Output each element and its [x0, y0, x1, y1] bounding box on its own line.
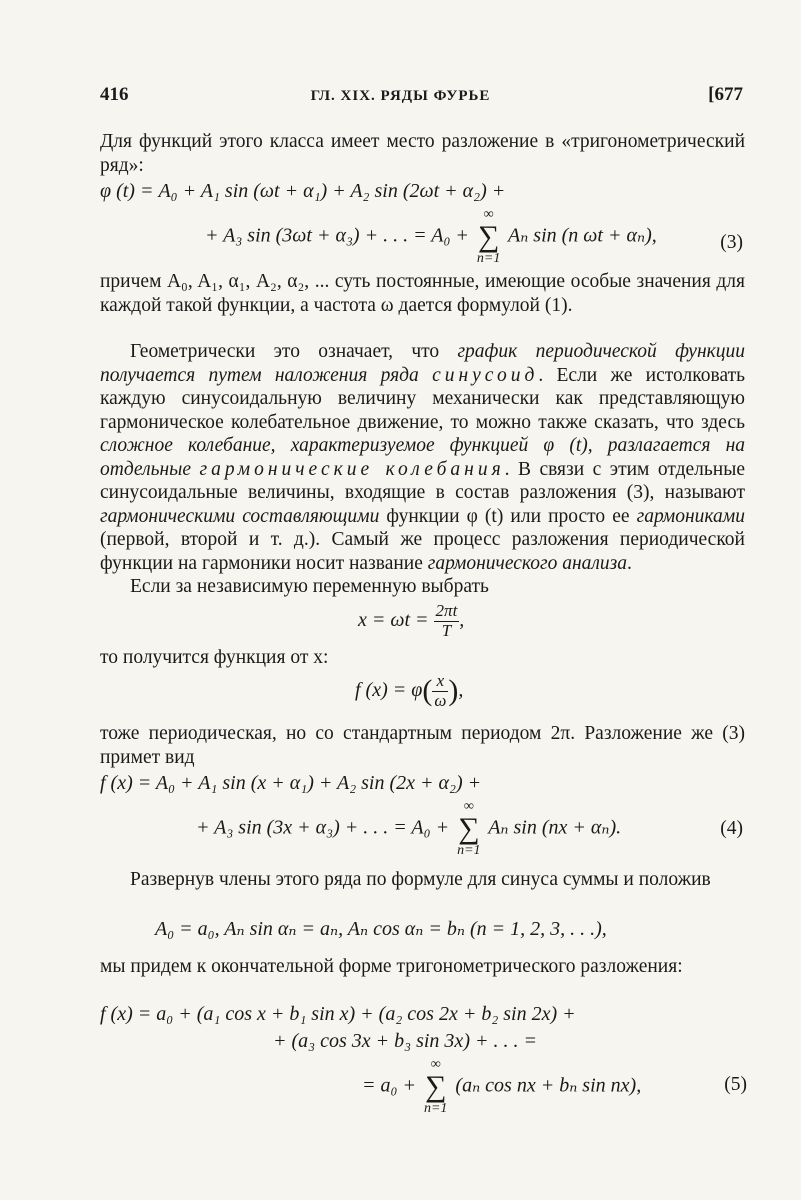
sum-symbol	[424, 1058, 447, 1116]
equation-3-line-2	[205, 208, 657, 266]
text-span: . В связи с этим отдельные синусоидальные величины, входящие в состав разложения (3), называют	[100, 458, 745, 503]
equation-4-number: (4)	[720, 818, 743, 839]
italic-span: гармониками	[636, 505, 745, 527]
sum-upper-limit: ∞	[430, 1057, 441, 1072]
fraction-numerator: x	[432, 672, 448, 692]
sum-lower-limit: n=1	[476, 251, 501, 266]
sum-lower-limit: n=1	[423, 1101, 448, 1116]
italic-span: сложное колебание, характеризуемое функцией φ (t), разлагается на отдельные	[100, 435, 745, 480]
fraction-numerator: 2πt	[435, 601, 458, 620]
equation-5-rhs: (aₙ cos nx + bₙ sin nx),	[455, 1074, 642, 1097]
italic-span: гармонического анализа	[427, 552, 628, 574]
sum-upper-limit: ∞	[463, 799, 474, 814]
equation-4-lhs: + A₃ sin (3x + α₃) + . . . = A₀ +	[196, 816, 450, 839]
fraction-denominator: T	[441, 620, 452, 640]
italic-span: гармоническими составляющими	[100, 505, 380, 527]
paragraph-standard-period: тоже периодическая, но со стандартным периодом 2π. Разложение же (3) примет вид	[100, 723, 745, 768]
sigma-icon: ∑	[477, 220, 500, 253]
paragraph-geometric	[100, 340, 745, 575]
sigma-icon: ∑	[424, 1070, 447, 1103]
equation-4-line-1: f (x) = A₀ + A₁ sin (x + α₁) + A₂ sin (2x + α₂) +	[100, 772, 482, 794]
equation-3-rhs: Aₙ sin (n ωt + αₙ),	[507, 224, 657, 247]
equation-5-lhs: = a₀ +	[362, 1074, 416, 1097]
paragraph-expand: Развернув члены этого ряда по формуле для синуса суммы и положив	[130, 869, 711, 890]
equation-4-line-2	[196, 800, 621, 858]
punctuation: ,	[458, 678, 464, 701]
paragraph-constants: причем A₀, A₁, α₁, A₂, α₂, ... суть постоянные, имеющие особые значения для каждой такой функции, а частота ω дается формулой (1).	[100, 271, 745, 316]
text-span: (первой, второй и т. д.). Самый же процесс разложения периодической функции на гармоники носит название	[100, 529, 745, 574]
text-span: Геометрически это означает, что	[130, 341, 458, 362]
equation-coefficients: A₀ = a₀, Aₙ sin αₙ = aₙ, Aₙ cos αₙ = bₙ (n = 1, 2, 3, . . .),	[155, 918, 607, 940]
sum-upper-limit: ∞	[483, 207, 494, 222]
equation-x	[358, 602, 464, 640]
equation-4-rhs: Aₙ sin (nx + αₙ).	[488, 816, 622, 839]
text-span: . Если же истолковать каждую синусоидальную величину механически как представляющую гармоническое колебательное движение, то можно также сказать, что здесь	[100, 364, 746, 433]
equation-5-number: (5)	[724, 1074, 747, 1095]
equation-3-number: (3)	[720, 232, 743, 253]
text-span: .	[627, 552, 632, 574]
paragraph-intro: Для функций этого класса имеет место разложение в «тригонометрический ряд»:	[100, 131, 745, 176]
sum-symbol	[457, 800, 480, 858]
paragraph-final-form: мы придем к окончательной форме тригонометрического разложения:	[100, 956, 683, 977]
spaced-italic-span: гармонические колебания	[199, 458, 505, 480]
equation-3-line-1: φ (t) = A₀ + A₁ sin (ωt + α₁) + A₂ sin (2ωt + α₂) +	[100, 180, 506, 202]
equation-3-lhs: + A₃ sin (3ωt + α₃) + . . . = A₀ +	[205, 224, 469, 247]
page-number: 416	[100, 84, 129, 105]
fraction	[434, 602, 460, 640]
spaced-italic-span: синусоид	[432, 364, 539, 386]
equation-5-line-1: f (x) = a₀ + (a₁ cos x + b₁ sin x) + (a₂ cos 2x + b₂ sin 2x) +	[100, 1003, 576, 1025]
sum-symbol	[477, 208, 500, 266]
punctuation: ,	[459, 608, 465, 631]
paragraph-substitution: Если за независимую переменную выбрать	[130, 576, 489, 597]
equation-5-line-2: + (a₃ cos 3x + b₃ sin 3x) + . . . =	[273, 1030, 537, 1052]
fraction	[432, 672, 448, 710]
paragraph-function-of-x: то получится функция от x:	[100, 647, 329, 668]
sigma-icon: ∑	[458, 812, 480, 845]
equation-x-lhs: x = ωt =	[358, 608, 429, 631]
fraction-denominator: ω	[434, 690, 447, 710]
italic-span: график периодической функции получается путем наложения ряда	[100, 341, 745, 386]
equation-f-lhs: f (x) = φ	[355, 678, 423, 701]
running-header: ГЛ. XIX. РЯДЫ ФУРЬЕ	[310, 88, 491, 104]
section-number: [677	[708, 84, 743, 105]
equation-5-line-3	[362, 1058, 641, 1116]
sum-lower-limit: n=1	[457, 843, 481, 858]
equation-f: f (x) = φ( $\frac{x}{\omega}$ ),	[355, 671, 464, 710]
text-span: функции φ (t) или просто ее	[379, 505, 637, 527]
